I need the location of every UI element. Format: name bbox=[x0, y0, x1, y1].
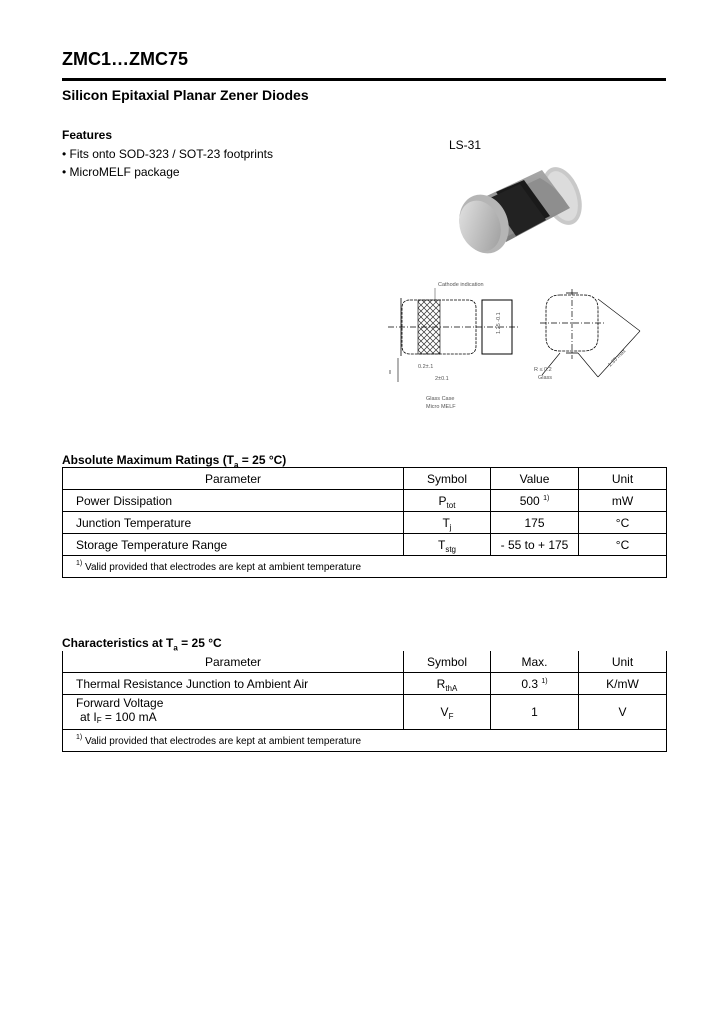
symbol-cell bbox=[404, 534, 491, 556]
footnote-text: Valid provided that electrodes are kept at ambient temperature bbox=[82, 736, 362, 747]
heading-text: = 25 °C bbox=[177, 636, 222, 650]
document-title: ZMC1…ZMC75 bbox=[62, 49, 189, 69]
radius-annotation: R ≤ 0.2 bbox=[534, 367, 552, 373]
table-row bbox=[63, 534, 667, 556]
device-3d-image bbox=[450, 158, 590, 268]
heading-text: Absolute Maximum Ratings (T bbox=[62, 453, 235, 467]
parameter-cell: Power Dissipation bbox=[63, 490, 404, 512]
symbol-text: T bbox=[442, 515, 450, 530]
footnote-row bbox=[63, 730, 667, 752]
heading-text: = 25 °C) bbox=[238, 453, 287, 467]
parameter-cell: Junction Temperature bbox=[63, 512, 404, 534]
col-header: Unit bbox=[579, 468, 667, 490]
table-header-row bbox=[63, 468, 667, 490]
radius-annotation-2: Glass bbox=[538, 375, 553, 381]
case-annotation-2: Micro MELF bbox=[426, 404, 456, 410]
col-header: Value bbox=[491, 468, 579, 490]
footnote-text: Valid provided that electrodes are kept at ambient temperature bbox=[82, 562, 362, 573]
unit-cell: mW bbox=[579, 490, 667, 512]
value-cell: - 55 to + 175 bbox=[491, 534, 579, 556]
feature-item: • Fits onto SOD-323 / SOT-23 footprints bbox=[62, 147, 273, 161]
package-side-drawing bbox=[388, 278, 523, 413]
condition-text: = 100 mA bbox=[101, 710, 157, 724]
value-cell bbox=[491, 673, 579, 695]
col-header: Parameter bbox=[63, 468, 404, 490]
table-row bbox=[63, 490, 667, 512]
footnote-ref: 1) bbox=[543, 494, 550, 502]
value-text: 500 bbox=[519, 493, 540, 508]
condition-text: at I bbox=[80, 710, 97, 724]
parameter-condition bbox=[76, 710, 403, 728]
value-text: 0.3 bbox=[521, 676, 539, 691]
abs-max-table bbox=[62, 467, 667, 578]
dim-width-annotation: 2±0.1 bbox=[435, 376, 449, 382]
cathode-annotation: Cathode indication bbox=[438, 282, 484, 288]
value-cell: 175 bbox=[491, 512, 579, 534]
footnote-mark: 1) bbox=[76, 734, 83, 741]
table-row bbox=[63, 512, 667, 534]
dim-dia-annotation: 1.25 -0.1 bbox=[496, 312, 502, 334]
symbol-subscript: j bbox=[449, 522, 452, 532]
heading-subscript: a bbox=[234, 460, 239, 470]
parameter-cell: Thermal Resistance Junction to Ambient Air bbox=[63, 673, 404, 695]
symbol-cell bbox=[404, 490, 491, 512]
condition-subscript: F bbox=[96, 716, 102, 725]
value-cell: 1 bbox=[491, 695, 579, 730]
value-cell bbox=[491, 490, 579, 512]
table-header-row bbox=[63, 651, 667, 673]
footnote-row bbox=[63, 556, 667, 578]
symbol-text: P bbox=[438, 493, 447, 508]
symbol-text: T bbox=[437, 537, 446, 552]
col-header: Symbol bbox=[404, 651, 491, 673]
unit-cell: °C bbox=[579, 512, 667, 534]
table-row bbox=[63, 695, 667, 730]
characteristics-heading bbox=[62, 636, 222, 652]
parameter-cell bbox=[63, 695, 404, 730]
package-end-drawing bbox=[530, 285, 650, 385]
unit-cell: V bbox=[579, 695, 667, 730]
heading-subscript: a bbox=[173, 643, 178, 653]
dim-cap-annotation: 0.2±.1 bbox=[418, 364, 434, 370]
symbol-subscript: F bbox=[448, 712, 454, 721]
symbol-subscript: stg bbox=[445, 544, 456, 554]
parameter-cell: Storage Temperature Range bbox=[63, 534, 404, 556]
symbol-cell bbox=[404, 695, 491, 730]
symbol-text: V bbox=[440, 705, 449, 719]
footnote-cell bbox=[63, 730, 667, 752]
symbol-cell bbox=[404, 673, 491, 695]
document-subtitle: Silicon Epitaxial Planar Zener Diodes bbox=[62, 87, 309, 103]
parameter-text: Forward Voltage bbox=[76, 696, 164, 710]
unit-cell: K/mW bbox=[579, 673, 667, 695]
case-annotation-1: Glass Case bbox=[426, 396, 455, 402]
col-header: Symbol bbox=[404, 468, 491, 490]
footnote-mark: 1) bbox=[76, 560, 83, 567]
col-header: Unit bbox=[579, 651, 667, 673]
table-row bbox=[63, 673, 667, 695]
features-heading: Features bbox=[62, 128, 113, 142]
col-header: Parameter bbox=[63, 651, 404, 673]
package-label: LS-31 bbox=[449, 138, 482, 152]
heading-text: Characteristics at T bbox=[62, 636, 174, 650]
footnote-cell bbox=[63, 556, 667, 578]
title-rule bbox=[62, 78, 666, 81]
feature-item: • MicroMELF package bbox=[62, 165, 180, 179]
col-header: Max. bbox=[491, 651, 579, 673]
footnote-ref: 1) bbox=[541, 677, 548, 685]
symbol-subscript: tot bbox=[446, 500, 456, 510]
symbol-subscript: thA bbox=[445, 683, 458, 693]
symbol-cell bbox=[404, 512, 491, 534]
dim-diag-annotation: 1.35 max bbox=[607, 348, 628, 369]
characteristics-table bbox=[62, 651, 667, 752]
symbol-text: R bbox=[436, 676, 446, 691]
unit-cell: °C bbox=[579, 534, 667, 556]
